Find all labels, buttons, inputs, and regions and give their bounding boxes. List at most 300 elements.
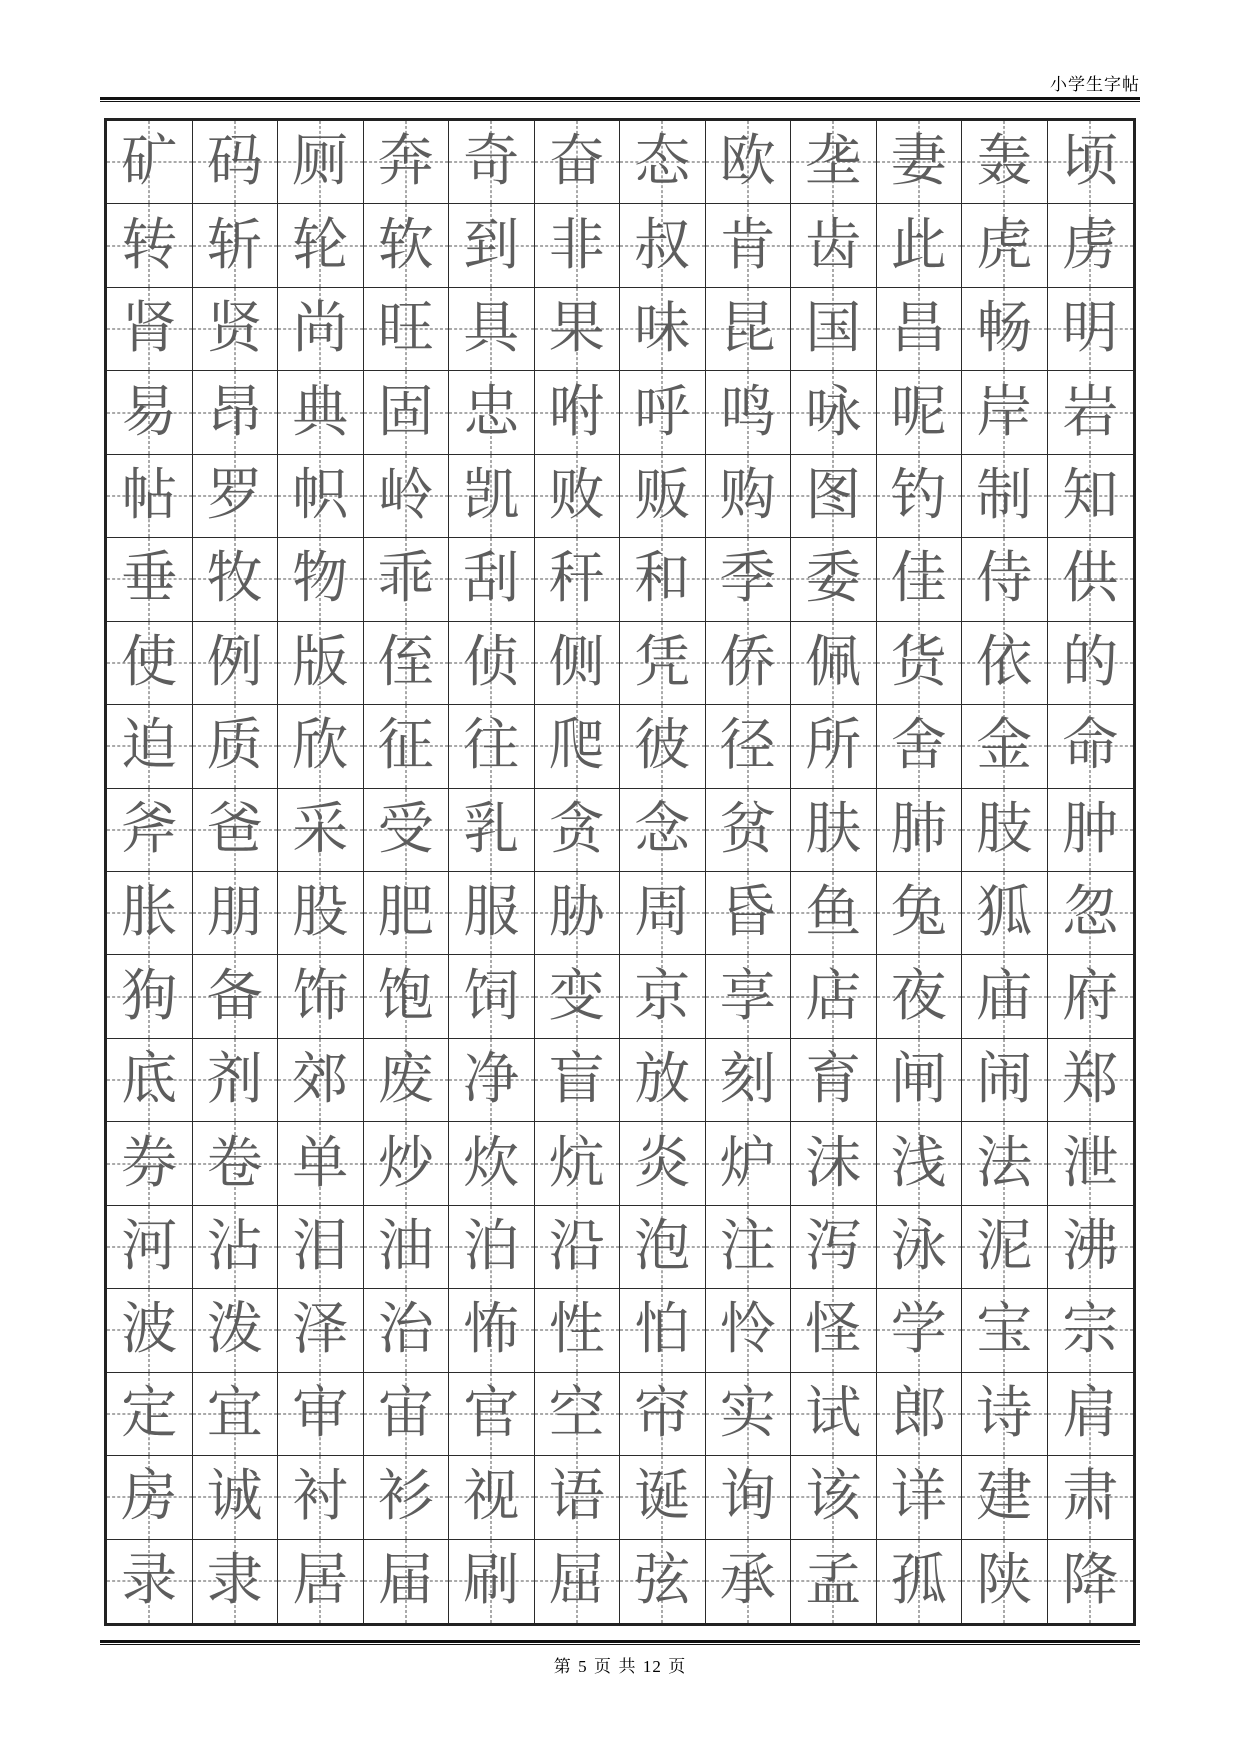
character-glyph: 法: [976, 1130, 1033, 1196]
grid-cell: [877, 1122, 963, 1205]
grid-cell: [449, 1206, 535, 1289]
grid-cell: [962, 789, 1048, 872]
character-glyph: 国: [805, 296, 862, 362]
character-glyph: 孟: [805, 1548, 862, 1614]
grid-cell: [278, 1289, 364, 1372]
grid-cell: [193, 622, 279, 705]
character-glyph: 昂: [206, 379, 263, 445]
character-glyph: 详: [890, 1464, 947, 1530]
character-glyph: 隶: [206, 1548, 263, 1614]
grid-cell: [193, 872, 279, 955]
grid-cell: [278, 1373, 364, 1456]
character-glyph: 狐: [976, 880, 1033, 946]
character-glyph: 所: [805, 713, 862, 779]
grid-cell: [364, 705, 450, 788]
footer-current-page: 5: [578, 1657, 588, 1676]
character-glyph: 净: [463, 1047, 520, 1113]
grid-cell: [1048, 1456, 1134, 1539]
grid-cell: [278, 538, 364, 621]
character-glyph: 厕: [292, 129, 349, 195]
character-glyph: 性: [548, 1297, 605, 1363]
character-glyph: 育: [805, 1047, 862, 1113]
grid-cell: [364, 455, 450, 538]
character-glyph: 变: [548, 963, 605, 1029]
character-glyph: 物: [292, 546, 349, 612]
character-glyph: 泻: [805, 1213, 862, 1279]
character-glyph: 码: [206, 129, 263, 195]
grid-cell: [620, 371, 706, 454]
character-glyph: 享: [719, 963, 776, 1029]
grid-cell: [962, 1039, 1048, 1122]
grid-cell: [364, 622, 450, 705]
character-glyph: 询: [719, 1464, 776, 1530]
character-glyph: 宗: [1062, 1297, 1119, 1363]
character-glyph: 承: [719, 1548, 776, 1614]
grid-cell: [278, 288, 364, 371]
grid-cell: [364, 371, 450, 454]
grid-cell: [449, 622, 535, 705]
grid-cell: [449, 1373, 535, 1456]
grid-cell: [193, 955, 279, 1038]
grid-cell: [107, 955, 193, 1038]
character-glyph: 废: [377, 1047, 434, 1113]
grid-cell: [962, 622, 1048, 705]
grid-cell: [791, 705, 877, 788]
character-glyph: 宙: [377, 1380, 434, 1446]
grid-cell: [278, 705, 364, 788]
character-glyph: 诚: [206, 1464, 263, 1530]
grid-cell: [962, 1373, 1048, 1456]
grid-cell: [107, 1373, 193, 1456]
grid-cell: [278, 955, 364, 1038]
character-glyph: 垄: [805, 129, 862, 195]
character-glyph: 审: [292, 1380, 349, 1446]
character-glyph: 泊: [463, 1213, 520, 1279]
character-glyph: 府: [1062, 963, 1119, 1029]
footer-divider: [100, 1640, 1140, 1645]
character-glyph: 畅: [976, 296, 1033, 362]
character-glyph: 图: [805, 462, 862, 528]
character-glyph: 沫: [805, 1130, 862, 1196]
character-glyph: 降: [1062, 1548, 1119, 1614]
character-glyph: 斧: [121, 796, 178, 862]
grid-cell: [877, 622, 963, 705]
character-glyph: 河: [121, 1213, 178, 1279]
grid-cell: [962, 204, 1048, 287]
character-glyph: 肺: [890, 796, 947, 862]
character-glyph: 齿: [805, 212, 862, 278]
character-glyph: 虏: [1062, 212, 1119, 278]
grid-cell: [620, 1122, 706, 1205]
grid-cell: [364, 204, 450, 287]
grid-cell: [193, 371, 279, 454]
grid-cell: [449, 789, 535, 872]
grid-cell: [791, 538, 877, 621]
grid-cell: [1048, 789, 1134, 872]
grid-cell: [364, 789, 450, 872]
character-glyph: 诞: [634, 1464, 691, 1530]
character-glyph: 秆: [548, 546, 605, 612]
grid-cell: [791, 789, 877, 872]
grid-cell: [278, 789, 364, 872]
character-glyph: 乳: [463, 796, 520, 862]
character-glyph: 衬: [292, 1464, 349, 1530]
grid-cell: [535, 705, 621, 788]
grid-cell: [535, 1206, 621, 1289]
grid-cell: [706, 789, 792, 872]
grid-cell: [449, 705, 535, 788]
character-glyph: 制: [976, 462, 1033, 528]
grid-cell: [364, 872, 450, 955]
character-glyph: 单: [292, 1130, 349, 1196]
character-glyph: 昆: [719, 296, 776, 362]
character-practice-grid: [104, 118, 1136, 1626]
grid-cell: [535, 1289, 621, 1372]
grid-cell: [278, 622, 364, 705]
character-glyph: 奔: [377, 129, 434, 195]
grid-cell: [706, 1206, 792, 1289]
grid-cell: [278, 121, 364, 204]
character-glyph: 征: [377, 713, 434, 779]
character-glyph: 侨: [719, 629, 776, 695]
grid-cell: [706, 288, 792, 371]
character-glyph: 夜: [890, 963, 947, 1029]
character-glyph: 兔: [890, 880, 947, 946]
character-glyph: 果: [548, 296, 605, 362]
grid-cell: [706, 1122, 792, 1205]
grid-cell: [877, 872, 963, 955]
character-glyph: 实: [719, 1380, 776, 1446]
character-glyph: 股: [292, 880, 349, 946]
grid-cell: [791, 455, 877, 538]
grid-cell: [364, 1456, 450, 1539]
grid-cell: [877, 1206, 963, 1289]
character-glyph: 闸: [890, 1047, 947, 1113]
grid-cell: [877, 955, 963, 1038]
grid-cell: [620, 872, 706, 955]
character-glyph: 季: [719, 546, 776, 612]
grid-cell: [706, 371, 792, 454]
grid-cell: [620, 1540, 706, 1623]
grid-cell: [1048, 288, 1134, 371]
character-glyph: 该: [805, 1464, 862, 1530]
grid-cell: [620, 1289, 706, 1372]
grid-cell: [193, 1122, 279, 1205]
grid-cell: [706, 955, 792, 1038]
character-glyph: 放: [634, 1047, 691, 1113]
character-glyph: 泽: [292, 1297, 349, 1363]
grid-cell: [620, 955, 706, 1038]
grid-cell: [107, 789, 193, 872]
character-glyph: 爬: [548, 713, 605, 779]
grid-cell: [962, 1206, 1048, 1289]
character-glyph: 货: [890, 629, 947, 695]
character-glyph: 旺: [377, 296, 434, 362]
character-glyph: 咐: [548, 379, 605, 445]
character-glyph: 忠: [463, 379, 520, 445]
grid-cell: [877, 371, 963, 454]
character-glyph: 定: [121, 1380, 178, 1446]
grid-cell: [706, 705, 792, 788]
character-glyph: 侍: [976, 546, 1033, 612]
grid-cell: [706, 1456, 792, 1539]
grid-cell: [364, 1373, 450, 1456]
character-glyph: 呢: [890, 379, 947, 445]
grid-cell: [449, 1456, 535, 1539]
character-glyph: 泼: [206, 1297, 263, 1363]
grid-cell: [620, 789, 706, 872]
character-glyph: 贪: [548, 796, 605, 862]
grid-cell: [193, 1540, 279, 1623]
character-glyph: 波: [121, 1297, 178, 1363]
grid-cell: [1048, 1039, 1134, 1122]
grid-cell: [706, 1039, 792, 1122]
grid-cell: [877, 538, 963, 621]
grid-cell: [107, 455, 193, 538]
grid-cell: [877, 288, 963, 371]
grid-cell: [193, 1373, 279, 1456]
character-glyph: 欣: [292, 713, 349, 779]
character-glyph: 沿: [548, 1213, 605, 1279]
character-glyph: 固: [377, 379, 434, 445]
grid-cell: [962, 1540, 1048, 1623]
character-glyph: 岩: [1062, 379, 1119, 445]
character-glyph: 此: [890, 212, 947, 278]
character-glyph: 凯: [463, 462, 520, 528]
grid-cell: [193, 789, 279, 872]
grid-cell: [107, 538, 193, 621]
character-glyph: 郊: [292, 1047, 349, 1113]
grid-cell: [107, 705, 193, 788]
character-glyph: 郎: [890, 1380, 947, 1446]
character-glyph: 怪: [805, 1297, 862, 1363]
grid-cell: [877, 705, 963, 788]
character-glyph: 鸣: [719, 379, 776, 445]
grid-cell: [620, 455, 706, 538]
grid-cell: [706, 204, 792, 287]
character-glyph: 视: [463, 1464, 520, 1530]
grid-cell: [449, 121, 535, 204]
grid-cell: [449, 204, 535, 287]
character-glyph: 和: [634, 546, 691, 612]
character-glyph: 受: [377, 796, 434, 862]
grid-cell: [962, 1289, 1048, 1372]
character-glyph: 佩: [805, 629, 862, 695]
grid-cell: [620, 705, 706, 788]
character-glyph: 底: [121, 1047, 178, 1113]
character-glyph: 饱: [377, 963, 434, 1029]
character-glyph: 贩: [634, 462, 691, 528]
grid-cell: [535, 872, 621, 955]
grid-cell: [107, 1289, 193, 1372]
grid-cell: [535, 1540, 621, 1623]
page-header: [100, 70, 1140, 95]
character-glyph: 奋: [548, 129, 605, 195]
character-glyph: 态: [634, 129, 691, 195]
character-glyph: 侧: [548, 629, 605, 695]
character-glyph: 虎: [976, 212, 1033, 278]
footer-prefix: 第: [553, 1657, 572, 1677]
grid-cell: [791, 1456, 877, 1539]
grid-cell: [107, 872, 193, 955]
grid-cell: [877, 789, 963, 872]
grid-cell: [278, 1122, 364, 1205]
character-glyph: 矿: [121, 129, 178, 195]
grid-cell: [107, 288, 193, 371]
character-glyph: 顷: [1062, 129, 1119, 195]
header-divider: [100, 97, 1140, 102]
grid-cell: [791, 1206, 877, 1289]
character-glyph: 语: [548, 1464, 605, 1530]
character-glyph: 盲: [548, 1047, 605, 1113]
character-glyph: 肩: [1062, 1380, 1119, 1446]
character-glyph: 泳: [890, 1213, 947, 1279]
character-glyph: 到: [463, 212, 520, 278]
character-glyph: 委: [805, 546, 862, 612]
character-glyph: 陕: [976, 1548, 1033, 1614]
grid-cell: [449, 455, 535, 538]
grid-cell: [193, 705, 279, 788]
character-glyph: 舍: [890, 713, 947, 779]
character-glyph: 沸: [1062, 1213, 1119, 1279]
character-glyph: 肿: [1062, 796, 1119, 862]
character-glyph: 怜: [719, 1297, 776, 1363]
grid-cell: [364, 1289, 450, 1372]
grid-cell: [193, 1456, 279, 1539]
grid-cell: [193, 1039, 279, 1122]
character-glyph: 依: [976, 629, 1033, 695]
character-glyph: 炕: [548, 1130, 605, 1196]
grid-cell: [1048, 1373, 1134, 1456]
character-glyph: 岸: [976, 379, 1033, 445]
character-glyph: 径: [719, 713, 776, 779]
character-glyph: 屈: [548, 1548, 605, 1614]
character-glyph: 昏: [719, 880, 776, 946]
grid-cell: [962, 1122, 1048, 1205]
grid-cell: [706, 872, 792, 955]
character-glyph: 刮: [463, 546, 520, 612]
character-glyph: 非: [548, 212, 605, 278]
character-glyph: 肾: [121, 296, 178, 362]
character-glyph: 衫: [377, 1464, 434, 1530]
character-glyph: 泄: [1062, 1130, 1119, 1196]
character-glyph: 例: [206, 629, 263, 695]
character-glyph: 鱼: [805, 880, 862, 946]
character-glyph: 怖: [463, 1297, 520, 1363]
grid-cell: [791, 872, 877, 955]
character-glyph: 沾: [206, 1213, 263, 1279]
character-glyph: 彼: [634, 713, 691, 779]
character-glyph: 妻: [890, 129, 947, 195]
grid-cell: [791, 1540, 877, 1623]
grid-cell: [449, 872, 535, 955]
character-glyph: 居: [292, 1548, 349, 1614]
character-glyph: 炒: [377, 1130, 434, 1196]
character-glyph: 卷: [206, 1130, 263, 1196]
grid-cell: [449, 538, 535, 621]
character-glyph: 刷: [463, 1548, 520, 1614]
character-glyph: 炎: [634, 1130, 691, 1196]
grid-cell: [706, 455, 792, 538]
grid-cell: [706, 1373, 792, 1456]
character-glyph: 肤: [805, 796, 862, 862]
character-glyph: 版: [292, 629, 349, 695]
character-glyph: 爸: [206, 796, 263, 862]
character-glyph: 泪: [292, 1213, 349, 1279]
character-glyph: 尚: [292, 296, 349, 362]
header-title: 小学生字帖: [1050, 75, 1140, 95]
grid-cell: [535, 204, 621, 287]
grid-cell: [449, 288, 535, 371]
character-glyph: 浅: [890, 1130, 947, 1196]
grid-cell: [193, 455, 279, 538]
grid-cell: [962, 371, 1048, 454]
character-glyph: 帖: [121, 462, 178, 528]
grid-cell: [962, 288, 1048, 371]
character-glyph: 饲: [463, 963, 520, 1029]
grid-cell: [193, 1206, 279, 1289]
grid-cell: [278, 1540, 364, 1623]
character-glyph: 牧: [206, 546, 263, 612]
grid-cell: [877, 1289, 963, 1372]
grid-cell: [1048, 371, 1134, 454]
grid-cell: [620, 622, 706, 705]
character-glyph: 胀: [121, 880, 178, 946]
character-glyph: 呼: [634, 379, 691, 445]
grid-cell: [193, 288, 279, 371]
grid-cell: [791, 204, 877, 287]
character-glyph: 学: [890, 1297, 947, 1363]
grid-cell: [962, 705, 1048, 788]
grid-cell: [449, 1540, 535, 1623]
character-glyph: 贫: [719, 796, 776, 862]
character-glyph: 周: [634, 880, 691, 946]
grid-cell: [962, 955, 1048, 1038]
character-glyph: 治: [377, 1297, 434, 1363]
grid-cell: [877, 204, 963, 287]
grid-cell: [449, 955, 535, 1038]
grid-cell: [1048, 121, 1134, 204]
grid-cell: [791, 955, 877, 1038]
character-glyph: 诗: [976, 1380, 1033, 1446]
grid-cell: [791, 622, 877, 705]
grid-cell: [791, 1039, 877, 1122]
grid-cell: [1048, 538, 1134, 621]
character-glyph: 采: [292, 796, 349, 862]
grid-cell: [107, 371, 193, 454]
grid-cell: [706, 1289, 792, 1372]
character-glyph: 届: [377, 1548, 434, 1614]
page-footer: [100, 1652, 1140, 1677]
character-glyph: 帜: [292, 462, 349, 528]
character-glyph: 知: [1062, 462, 1119, 528]
character-glyph: 弦: [634, 1548, 691, 1614]
character-glyph: 炊: [463, 1130, 520, 1196]
character-glyph: 录: [121, 1548, 178, 1614]
grid-cell: [278, 872, 364, 955]
grid-cell: [791, 371, 877, 454]
grid-cell: [962, 872, 1048, 955]
grid-cell: [620, 1373, 706, 1456]
character-glyph: 泡: [634, 1213, 691, 1279]
grid-cell: [535, 789, 621, 872]
character-glyph: 服: [463, 880, 520, 946]
grid-cell: [364, 538, 450, 621]
grid-cell: [877, 1456, 963, 1539]
character-glyph: 命: [1062, 713, 1119, 779]
character-glyph: 庙: [976, 963, 1033, 1029]
grid-cell: [877, 455, 963, 538]
